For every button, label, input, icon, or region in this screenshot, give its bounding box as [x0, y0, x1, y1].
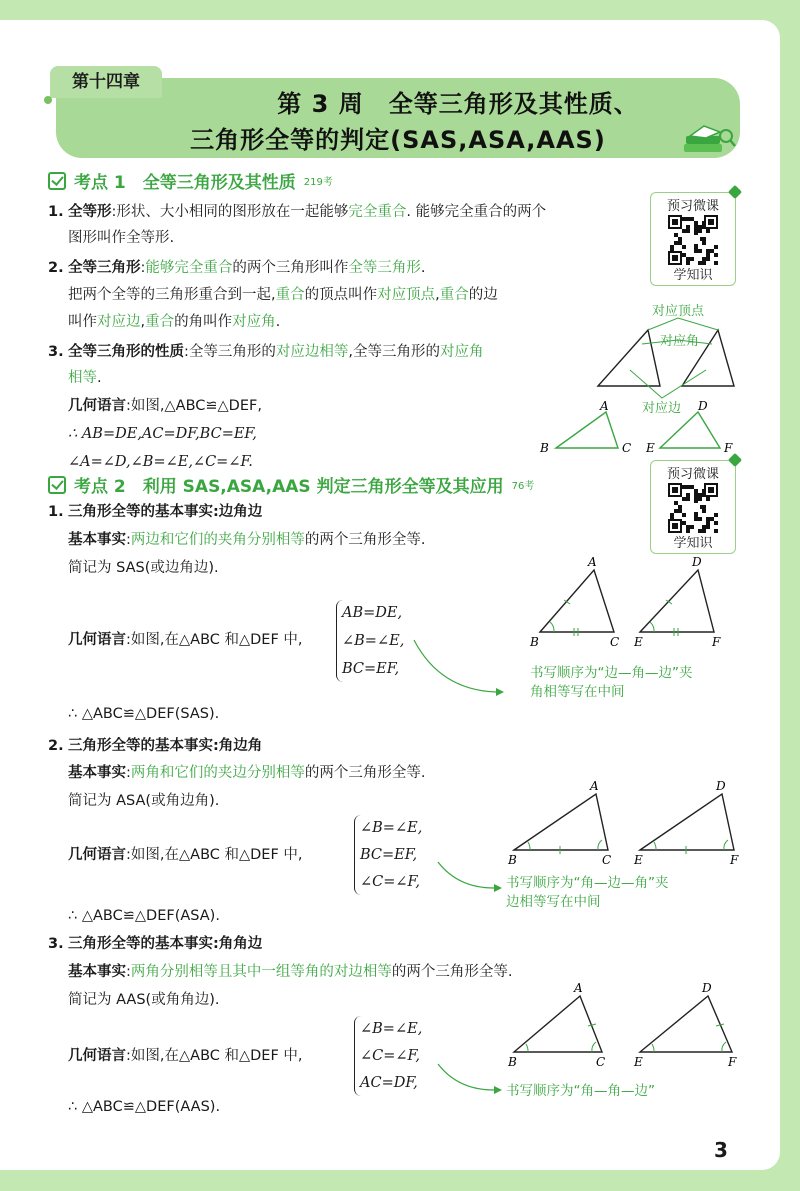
sas-cond1: AB=DE,: [342, 605, 403, 621]
asa-cond2: BC=EF,: [360, 847, 418, 863]
s1-item3-sides: ∴ AB=DE,AC=DF,BC=EF,: [68, 426, 257, 442]
aas-fig-F: F: [728, 1055, 737, 1069]
sas-title: 1. 三角形全等的基本事实:边角边: [48, 504, 263, 520]
exam-count-tag: 219考: [303, 177, 333, 188]
s1-item2-line1: 2. 全等三角形:能够完全重合的两个三角形叫作全等三角形.: [48, 260, 426, 276]
qr-card-bottom: 学知识: [673, 268, 713, 283]
check-icon: [48, 172, 66, 190]
asa-cond1: ∠B=∠E,: [360, 820, 423, 836]
asa-fig-C: C: [602, 853, 612, 867]
asa-geo: 几何语言:如图,在△ABC 和△DEF 中,: [68, 847, 303, 863]
aas-cond1: ∠B=∠E,: [360, 1021, 423, 1037]
s1-fig-label-side: 对应边: [642, 401, 682, 416]
sas-short: 简记为 SAS(或边角边).: [68, 560, 219, 576]
aas-short: 简记为 AAS(或角角边).: [68, 992, 220, 1008]
s1-item1-line1: 1. 全等形:形状、大小相同的图形放在一起能够完全重合. 能够完全重合的两个: [48, 204, 547, 220]
s1-fig-D: D: [698, 399, 708, 413]
aas-figure: [504, 982, 744, 1072]
aas-conclusion: ∴ △ABC≌△DEF(AAS).: [68, 1099, 221, 1115]
qr-card-bottom: 学知识: [673, 536, 713, 551]
asa-fig-F: F: [730, 853, 739, 867]
s1-fig-label-angle: 对应角: [660, 334, 700, 349]
s1-fig-label-vertex: 对应顶点: [652, 304, 705, 319]
sas-cond2: ∠B=∠E,: [342, 633, 405, 649]
exam-count-tag: 76考: [511, 481, 535, 492]
qr-card[interactable]: [650, 192, 736, 286]
aas-fig-D: D: [702, 981, 712, 995]
title-line-1: 第 3 周 全等三角形及其性质、: [277, 90, 639, 118]
aas-cond2: ∠C=∠F,: [360, 1048, 420, 1064]
check-icon: [48, 476, 66, 494]
s1-item3-line1: 3. 全等三角形的性质:全等三角形的对应边相等,全等三角形的对应角: [48, 344, 484, 360]
s1-fig-B: B: [540, 441, 549, 455]
asa-fig-B: B: [508, 853, 517, 867]
aas-fig-E: E: [634, 1055, 643, 1069]
asa-cond3: ∠C=∠F,: [360, 874, 420, 890]
section-1-heading: 考点 1 全等三角形及其性质 219考: [48, 168, 333, 193]
s1-item3-geo: 几何语言:如图,△ABC≌△DEF,: [68, 398, 262, 414]
aas-geo: 几何语言:如图,在△ABC 和△DEF 中,: [68, 1048, 303, 1064]
qr-code-icon: [668, 483, 718, 533]
asa-title: 2. 三角形全等的基本事实:角边角: [48, 738, 263, 754]
aas-fig-B: B: [508, 1055, 517, 1069]
aas-fig-A: A: [574, 981, 583, 995]
asa-figure: [504, 780, 744, 870]
chapter-dot: [44, 96, 52, 104]
asa-fact: 基本事实:两角和它们的夹边分别相等的两个三角形全等.: [68, 765, 426, 781]
sas-fig-F: F: [712, 635, 721, 649]
chapter-tab: 第十四章: [50, 66, 162, 98]
s1-item3-line2: 相等.: [68, 370, 102, 386]
aas-title: 3. 三角形全等的基本事实:角角边: [48, 936, 263, 952]
asa-fig-D: D: [716, 779, 726, 793]
s1-fig-F: F: [724, 441, 733, 455]
sas-fact: 基本事实:两边和它们的夹角分别相等的两个三角形全等.: [68, 532, 426, 548]
sas-geo: 几何语言:如图,在△ABC 和△DEF 中,: [68, 632, 303, 648]
s1-figure: [538, 300, 738, 460]
s1-fig-C: C: [622, 441, 632, 455]
books-icon: [682, 122, 738, 156]
sas-cond3: BC=EF,: [342, 661, 400, 677]
sas-fig-C: C: [610, 635, 620, 649]
sas-note: 书写顺序为“边—角—边”夹角相等写在中间: [530, 665, 693, 700]
qr-card-top: 预习微课: [666, 199, 719, 214]
s1-item2-line3: 叫作对应边,重合的角叫作对应角.: [68, 314, 281, 330]
asa-fig-E: E: [634, 853, 643, 867]
asa-conclusion: ∴ △ABC≌△DEF(ASA).: [68, 908, 220, 924]
asa-fig-A: A: [590, 779, 599, 793]
asa-short: 简记为 ASA(或角边角).: [68, 793, 220, 809]
sas-arrow: [400, 630, 530, 700]
sas-fig-A: A: [588, 555, 597, 569]
s1-item2-line2: 把两个全等的三角形重合到一起,重合的顶点叫作对应顶点,重合的边: [68, 287, 498, 303]
s1-item3-angles: ∠A=∠D,∠B=∠E,∠C=∠F.: [68, 454, 253, 470]
s1-fig-lines: [556, 318, 734, 448]
sas-fig-E: E: [634, 635, 643, 649]
qr-card-top: 预习微课: [666, 467, 719, 482]
aas-arrow: [424, 1058, 514, 1098]
aas-fact: 基本事实:两角分别相等且其中一组等角的对边相等的两个三角形全等.: [68, 964, 513, 980]
sas-conclusion: ∴ △ABC≌△DEF(SAS).: [68, 706, 220, 722]
qr-code-icon: [668, 215, 718, 265]
section-2-heading: 考点 2 利用 SAS,ASA,AAS 判定三角形全等及其应用 76考: [48, 472, 534, 497]
aas-cond3: AC=DF,: [360, 1075, 418, 1091]
qr-card[interactable]: [650, 460, 736, 554]
sas-fig-D: D: [692, 555, 702, 569]
sas-figure: [528, 556, 738, 656]
s1-item1-line2: 图形叫作全等形.: [68, 230, 175, 246]
asa-arrow: [424, 856, 514, 896]
aas-note: 书写顺序为“角—角—边”: [506, 1083, 655, 1099]
aas-fig-C: C: [596, 1055, 606, 1069]
s1-fig-E: E: [646, 441, 655, 455]
s1-fig-A: A: [600, 399, 609, 413]
asa-note: 书写顺序为“角—边—角”夹边相等写在中间: [506, 875, 669, 910]
page-number: 3: [714, 1138, 728, 1162]
title-line-2: 三角形全等的判定(SAS,ASA,AAS): [190, 126, 606, 154]
sas-fig-B: B: [530, 635, 539, 649]
